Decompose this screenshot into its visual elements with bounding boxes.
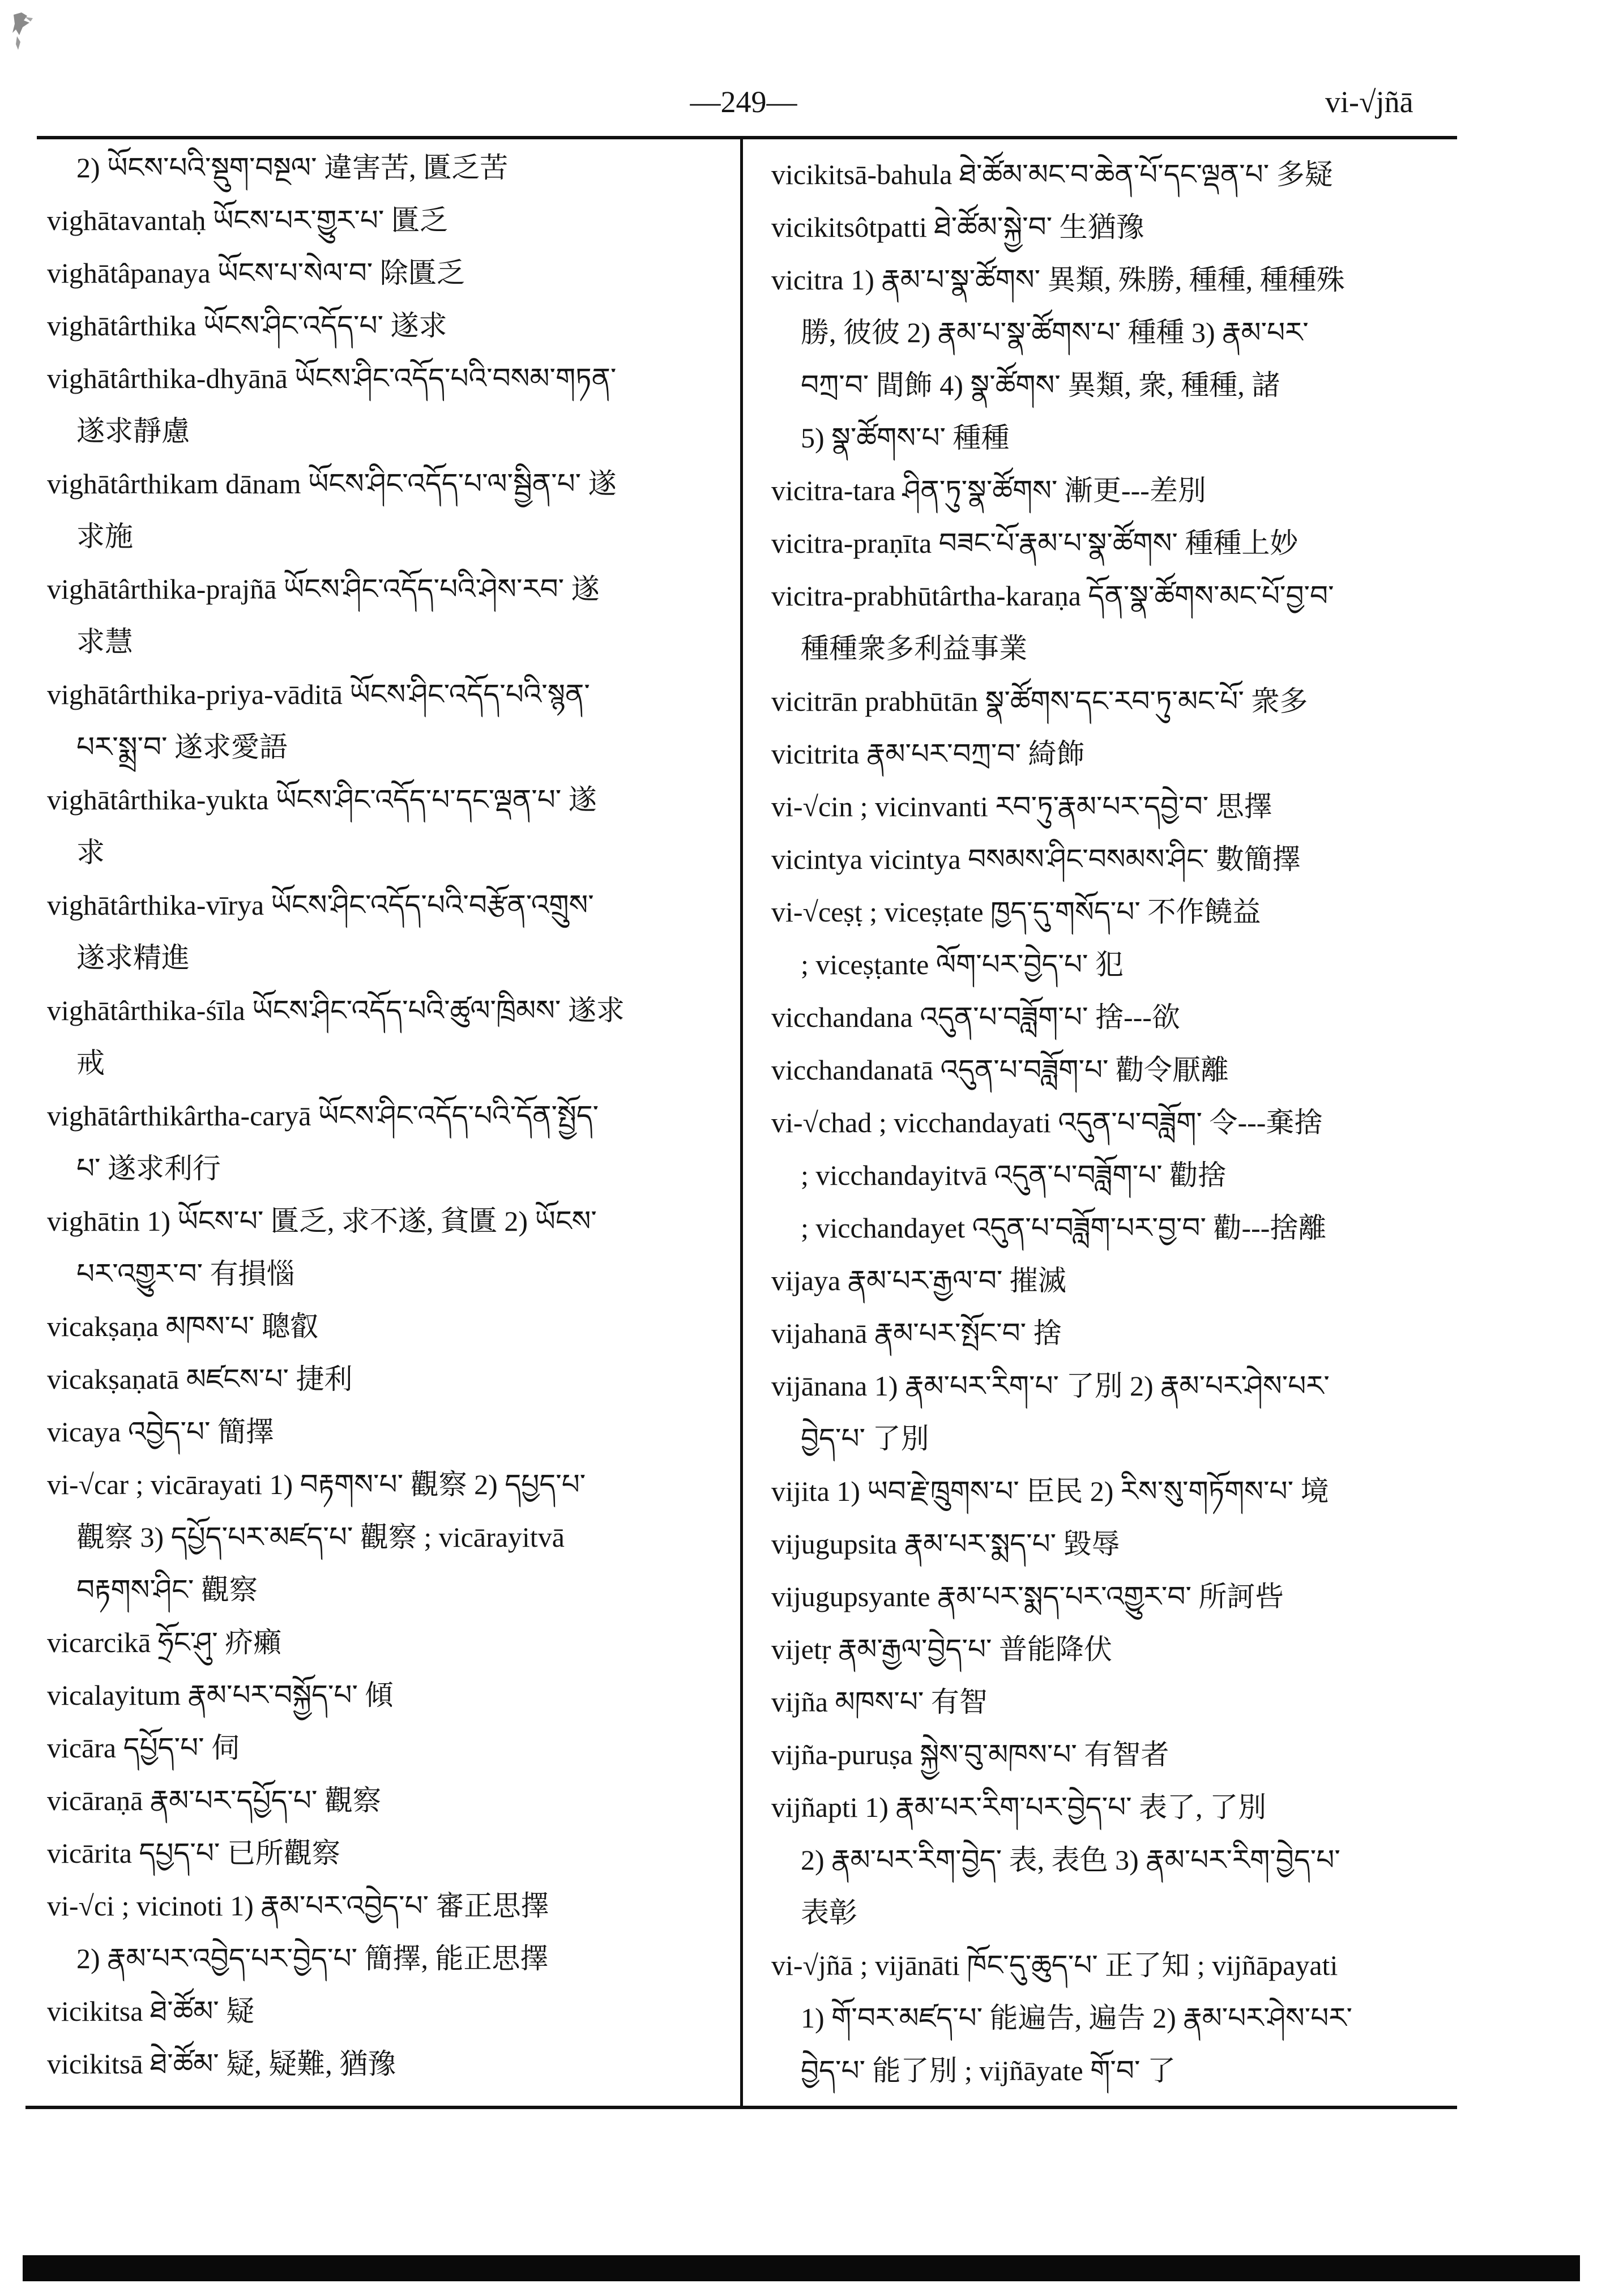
dictionary-entry	[47, 1669, 733, 1722]
dictionary-entry	[47, 1406, 733, 1458]
entry-headline: vi-√jñā ; vijānāti ཁོང་དུ་ཆུད་པ་ 正了知 ; vijñāpayati	[771, 1949, 1338, 1981]
dictionary-entry	[47, 1722, 733, 1774]
entry-headline: vighātârthika-prajñā ཡོངས་ཤིང་འདོད་པའི་ཤེས་རབ་ 遂	[47, 573, 600, 605]
entry-continuation	[47, 142, 733, 194]
dictionary-entry	[47, 774, 733, 879]
entry-headline: 2) ཡོངས་པའི་སྡུག་བསྔལ་ 違害苦, 匱乏苦	[76, 152, 509, 183]
entry-headline: vighātârthikârtha-caryā ཡོངས་ཤིང་འདོད་པའི་དོན་སྤྱོད་	[47, 1100, 599, 1132]
dictionary-entry	[771, 1623, 1445, 1676]
dictionary-entry	[771, 201, 1445, 254]
entry-headline: vijña མཁས་པ་ 有智	[771, 1686, 988, 1718]
dictionary-entry	[771, 886, 1445, 938]
dictionary-entry	[47, 1880, 733, 1985]
entry-continuation-line: 2) རྣམ་པར་རིག་བྱེད་ 表, 表色 3) རྣམ་པར་རིག་བྱེད་པ་	[801, 1844, 1340, 1876]
entry-headline: vicitra-tara ཤིན་ཏུ་སྣ་ཚོགས་ 漸更---差別	[771, 475, 1206, 506]
entry-headline: vicāra དཔྱོད་པ་ 伺	[47, 1732, 240, 1764]
entry-headline: vijahanā རྣམ་པར་སྤོང་བ་ 捨	[771, 1317, 1062, 1349]
dictionary-entry	[771, 833, 1445, 886]
entry-continuation-line: 求慧	[76, 626, 133, 658]
dictionary-subentry	[771, 938, 1445, 991]
entry-headline: vi-√car ; vicārayati 1) བརྟགས་པ་ 觀察 2) དཔྱད་པ་	[47, 1469, 586, 1500]
entry-continuation-line: 1) གོ་བར་མཛད་པ་ 能遍告, 遍告 2) རྣམ་པར་ཤེས་པར་	[801, 2002, 1352, 2034]
entry-headline: vijānana 1) རྣམ་པར་རིག་པ་ 了別 2) རྣམ་པར་ཤེས་པར་	[771, 1370, 1330, 1402]
entry-headline: vicārita དཔྱད་པ་ 已所觀察	[47, 1837, 340, 1869]
entry-headline: ; viceṣṭante ལོག་པར་བྱེད་པ་ 犯	[801, 949, 1124, 980]
entry-continuation-line: 勝, 彼彼 2) རྣམ་པ་སྣ་ཚོགས་པ་ 種種 3) རྣམ་པར་	[801, 317, 1309, 348]
entry-headline: vicāraṇā རྣམ་པར་དཔྱོད་པ་ 觀察	[47, 1785, 381, 1816]
dictionary-entry	[771, 675, 1445, 728]
entry-headline: vicchandanatā འདུན་པ་བཟློག་པ་ 勸令厭離	[771, 1054, 1229, 1086]
dictionary-entry	[47, 1090, 733, 1195]
dictionary-entry	[771, 254, 1445, 464]
entry-headline: vicitrān prabhūtān སྣ་ཚོགས་དང་རབ་ཏུ་མང་པོ་ 衆多	[771, 685, 1308, 717]
dictionary-entry	[771, 148, 1445, 201]
dictionary-entry	[771, 1307, 1445, 1360]
entry-headline: vicarcikā ཧྲོང་ཤུ་ 疥癩	[47, 1627, 282, 1658]
dictionary-entry	[47, 1353, 733, 1406]
entry-headline: vighātavantaḥ ཡོངས་པར་གྱུར་པ་ 匱乏	[47, 204, 448, 236]
dictionary-entry	[47, 563, 733, 668]
dictionary-entry	[47, 1616, 733, 1669]
entry-headline: vi-√ceṣṭ ; viceṣṭate ཁྱད་དུ་གསོད་པ་ 不作饒益	[771, 896, 1261, 928]
entry-continuation-line: 求	[76, 837, 105, 868]
dictionary-entry	[47, 1774, 733, 1827]
dictionary-entry	[771, 1044, 1445, 1096]
dictionary-entry	[47, 879, 733, 984]
entry-headline: vicitra-prabhūtârtha-karaṇa དོན་སྣ་ཚོགས་མང་པོ་བྱ་བ་	[771, 580, 1334, 612]
dictionary-entry	[771, 1465, 1445, 1518]
left-column	[47, 142, 733, 2090]
dictionary-entry	[47, 300, 733, 352]
dictionary-entry	[771, 728, 1445, 780]
entry-continuation-line: པར་སྨྲ་བ་ 遂求愛語	[76, 731, 288, 763]
entry-headline: ; vicchandayet འདུན་པ་བཟློག་པར་བྱ་བ་ 勸---捨離	[801, 1212, 1327, 1244]
page-number: —249—	[690, 85, 797, 119]
dictionary-entry	[47, 984, 733, 1090]
entry-continuation-line: 種種衆多利益事業	[801, 633, 1027, 664]
dictionary-subentry	[771, 1149, 1445, 1202]
dictionary-entry	[47, 247, 733, 300]
dictionary-entry	[47, 2038, 733, 2090]
dictionary-entry	[771, 1254, 1445, 1307]
running-head: vi-√jñā	[1325, 85, 1413, 119]
entry-headline: vicikitsā-bahula ཐེ་ཚོམ་མང་བ་ཆེན་པོ་དང་ལྡན་པ་ 多疑	[771, 159, 1333, 190]
entry-headline: vighātârthika-vīrya ཡོངས་ཤིང་འདོད་པའི་བརྩོན་འགྲུས་	[47, 889, 594, 921]
entry-continuation-line: 遂求精進	[76, 942, 190, 974]
entry-continuation-line: བརྟགས་ཤིང་ 觀察	[76, 1574, 258, 1606]
entry-headline: vicikitsôtpatti ཐེ་ཚོམ་སྐྱེ་བ་ 生猶豫	[771, 211, 1144, 243]
entry-headline: vicikitsā ཐེ་ཚོམ་ 疑, 疑難, 猶豫	[47, 2048, 396, 2080]
dictionary-entry	[771, 780, 1445, 833]
dictionary-entry	[771, 1939, 1445, 2097]
dictionary-entry	[47, 668, 733, 774]
entry-headline: vighātâpanaya ཡོངས་པ་སེལ་བ་ 除匱乏	[47, 257, 465, 289]
dictionary-entry	[47, 1195, 733, 1300]
dictionary-entry	[47, 1300, 733, 1353]
dictionary-entry	[771, 570, 1445, 675]
entry-headline: vicikitsa ཐེ་ཚོམ་ 疑	[47, 1995, 255, 2027]
entry-headline: vicitra 1) རྣམ་པ་སྣ་ཚོགས་ 異類, 殊勝, 種種, 種種殊	[771, 264, 1345, 296]
footer-rule	[25, 2106, 1457, 2109]
entry-headline: vighātârthika-yukta ཡོངས་ཤིང་འདོད་པ་དང་ལྡན་པ་ 遂	[47, 784, 597, 816]
entry-headline: vicchandana འདུན་པ་བཟློག་པ་ 捨---欲	[771, 1001, 1180, 1033]
entry-continuation-line: པར་འགྱུར་བ་ 有損惱	[76, 1258, 295, 1290]
dictionary-entry	[771, 1676, 1445, 1729]
entry-continuation-line: པ་ 遂求利行	[76, 1153, 221, 1184]
dictionary-entry	[771, 1096, 1445, 1149]
entry-headline: vijita 1) ཡབ་རྗེ་ཁྲུགས་པ་ 臣民 2) རིས་སུ་གཏོགས་པ་ 境	[771, 1475, 1329, 1507]
dictionary-entry	[47, 1827, 733, 1880]
entry-headline: vicaya འབྱེད་པ་ 簡擇	[47, 1416, 275, 1448]
entry-headline: vi-√ci ; vicinoti 1) རྣམ་པར་འབྱེད་པ་ 審正思擇	[47, 1890, 549, 1922]
entry-headline: vijetṛ རྣམ་རྒྱལ་བྱེད་པ་ 普能降伏	[771, 1633, 1113, 1665]
entry-continuation-line: བཀྲ་བ་ 間飾 4) སྣ་ཚོགས་ 異類, 衆, 種種, 諸	[801, 369, 1280, 401]
entry-headline: vijugupsyante རྣམ་པར་སྨད་པར་འགྱུར་བ་ 所訶呰	[771, 1581, 1284, 1612]
entry-headline: vijña-puruṣa སྐྱེས་བུ་མཁས་པ་ 有智者	[771, 1739, 1169, 1770]
entry-headline: vighātârthika ཡོངས་ཤིང་འདོད་པ་ 遂求	[47, 310, 447, 342]
entry-continuation-line: 5) སྣ་ཚོགས་པ་ 種種	[801, 422, 1010, 454]
entry-continuation-line: 觀察 3) དཔྱོད་པར་མཛད་པ་ 觀察 ; vicārayitvā	[76, 1521, 565, 1553]
dictionary-entry	[47, 1458, 733, 1616]
column-divider	[740, 138, 743, 2107]
right-column	[771, 148, 1445, 2097]
entry-continuation-line: བྱེད་པ་ 了別	[801, 1423, 929, 1454]
entry-headline: vicakṣaṇatā མཛངས་པ་ 捷利	[47, 1363, 353, 1395]
entry-headline: ; vicchandayitvā འདུན་པ་བཟློག་པ་ 勸捨	[801, 1159, 1227, 1191]
entry-continuation-line: 戒	[76, 1047, 105, 1079]
entry-headline: vicakṣaṇa མཁས་པ་ 聰叡	[47, 1311, 319, 1342]
entry-headline: vicitra-praṇīta བཟང་པོ་རྣམ་པ་སྣ་ཚོགས་ 種種上妙	[771, 527, 1299, 559]
entry-headline: vighātârthika-priya-vāditā ཡོངས་ཤིང་འདོད་པའི་སྙན་	[47, 678, 590, 710]
entry-headline: vighātin 1) ཡོངས་པ་ 匱乏, 求不遂, 貧匱 2) ཡོངས་	[47, 1205, 597, 1237]
dictionary-entry	[47, 1985, 733, 2038]
dictionary-entry	[771, 1571, 1445, 1623]
dictionary-entry	[771, 1729, 1445, 1781]
dictionary-entry	[771, 464, 1445, 517]
header-rule	[37, 136, 1457, 139]
entry-headline: vicitrita རྣམ་པར་བཀྲ་བ་ 綺飾	[771, 738, 1085, 770]
dictionary-entry	[771, 1781, 1445, 1939]
entry-headline: vijugupsita རྣམ་པར་སྨད་པ་ 毀辱	[771, 1528, 1120, 1560]
dictionary-subentry	[771, 1202, 1445, 1254]
dictionary-entry	[47, 352, 733, 458]
dictionary-entry	[771, 517, 1445, 570]
dictionary-entry	[771, 991, 1445, 1044]
dictionary-entry	[47, 194, 733, 247]
entry-continuation-line: 2) རྣམ་པར་འབྱེད་པར་བྱེད་པ་ 簡擇, 能正思擇	[76, 1943, 549, 1974]
entry-headline: vijaya རྣམ་པར་རྒྱལ་བ་ 摧滅	[771, 1265, 1066, 1296]
entry-continuation-line: བྱེད་པ་ 能了別 ; vijñāyate གོ་བ་ 了	[801, 2055, 1176, 2086]
dictionary-entry	[771, 1518, 1445, 1571]
scan-speck	[10, 10, 46, 58]
scan-border-band	[23, 2255, 1580, 2281]
entry-headline: vighātârthika-śīla ཡོངས་ཤིང་འདོད་པའི་ཚུལ་ཁྲིམས་ 遂求	[47, 995, 625, 1026]
entry-headline: vighātârthika-dhyānā ཡོངས་ཤིང་འདོད་པའི་བསམ་གཏན་	[47, 362, 617, 394]
dictionary-entry	[771, 1360, 1445, 1465]
entry-headline: vicintya vicintya བསམས་ཤིང་བསམས་ཤིང་ 數簡擇	[771, 843, 1301, 875]
entry-continuation-line: 遂求靜慮	[76, 415, 190, 447]
entry-continuation-line: 求施	[76, 520, 133, 552]
entry-headline: vi-√cin ; vicinvanti རབ་ཏུ་རྣམ་པར་དབྱེ་བ་ 思擇	[771, 791, 1272, 822]
entry-continuation-line: 表彰	[801, 1897, 857, 1928]
entry-headline: vicalayitum རྣམ་པར་བསྐྱོད་པ་ 傾	[47, 1679, 394, 1711]
entry-headline: vighātârthikam dānam ཡོངས་ཤིང་འདོད་པ་ལ་སྦྱིན་པ་ 遂	[47, 468, 617, 500]
entry-headline: vijñapti 1) རྣམ་པར་རིག་པར་བྱེད་པ་ 表了, 了別	[771, 1791, 1267, 1823]
dictionary-entry	[47, 458, 733, 563]
entry-headline: vi-√chad ; vicchandayati འདུན་པ་བཟློག་ 令---棄捨	[771, 1107, 1323, 1138]
